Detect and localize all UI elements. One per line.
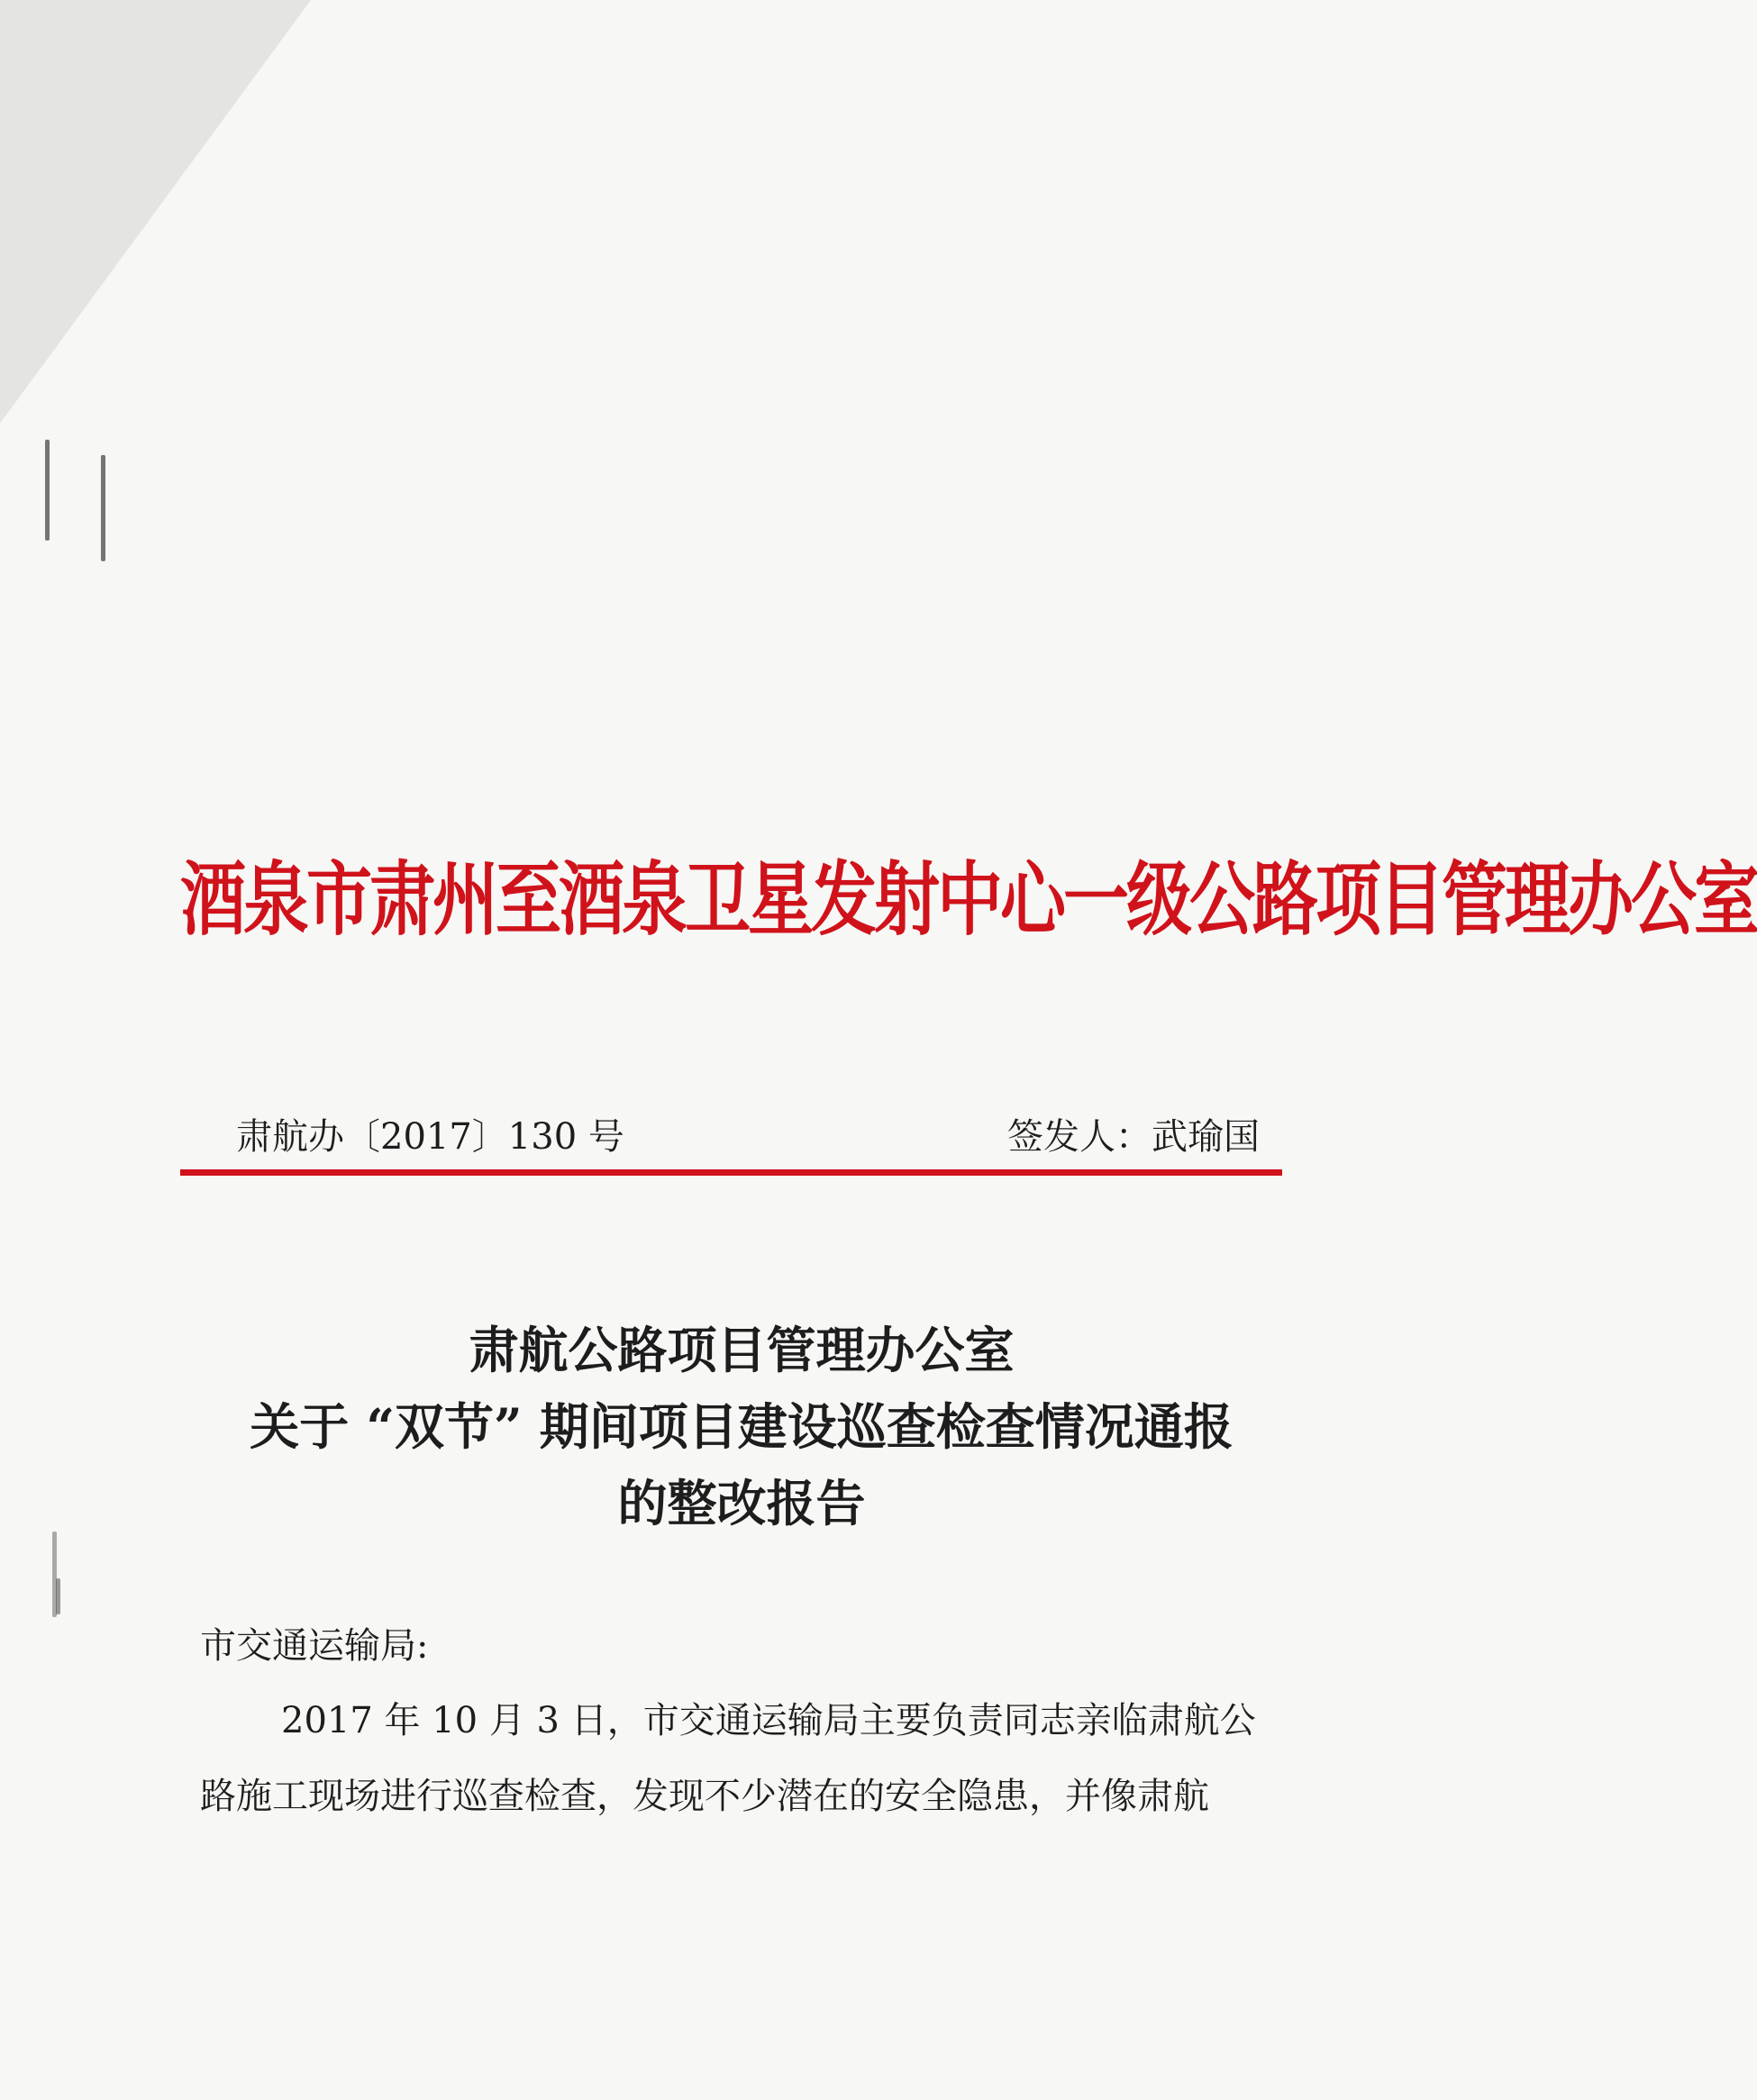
signer-name: 武瑜国 — [1152, 1116, 1260, 1158]
binding-hole-mark — [45, 440, 50, 541]
title-line-1: 肃航公路项目管理办公室 — [469, 1321, 1015, 1379]
document-number: 肃航办〔2017〕130 号 — [236, 1116, 624, 1158]
title-line-3: 的整改报告 — [617, 1474, 866, 1532]
red-divider-line — [180, 1169, 1282, 1176]
body-paragraph-line-2: 路施工现场进行巡查检查，发现不少潜在的安全隐患，并像肃航 — [200, 1776, 1209, 1817]
body-paragraph-line-1: 2017 年 10 月 3 日，市交通运输局主要负责同志亲临肃航公 — [281, 1700, 1256, 1741]
signer — [1007, 1108, 1260, 1159]
folded-corner — [0, 0, 311, 423]
addressee: 市交通运输局: — [200, 1625, 429, 1667]
title-line-2: 关于 “双节” 期间项目建设巡查检查情况通报 — [250, 1397, 1234, 1456]
letterhead-org-name: 酒泉市肃州至酒泉卫星发射中心一级公路项目管理办公室 — [180, 853, 1757, 948]
signer-label: 签发人： — [1007, 1116, 1152, 1158]
binding-hole-mark — [56, 1578, 60, 1614]
binding-hole-mark — [101, 455, 105, 561]
